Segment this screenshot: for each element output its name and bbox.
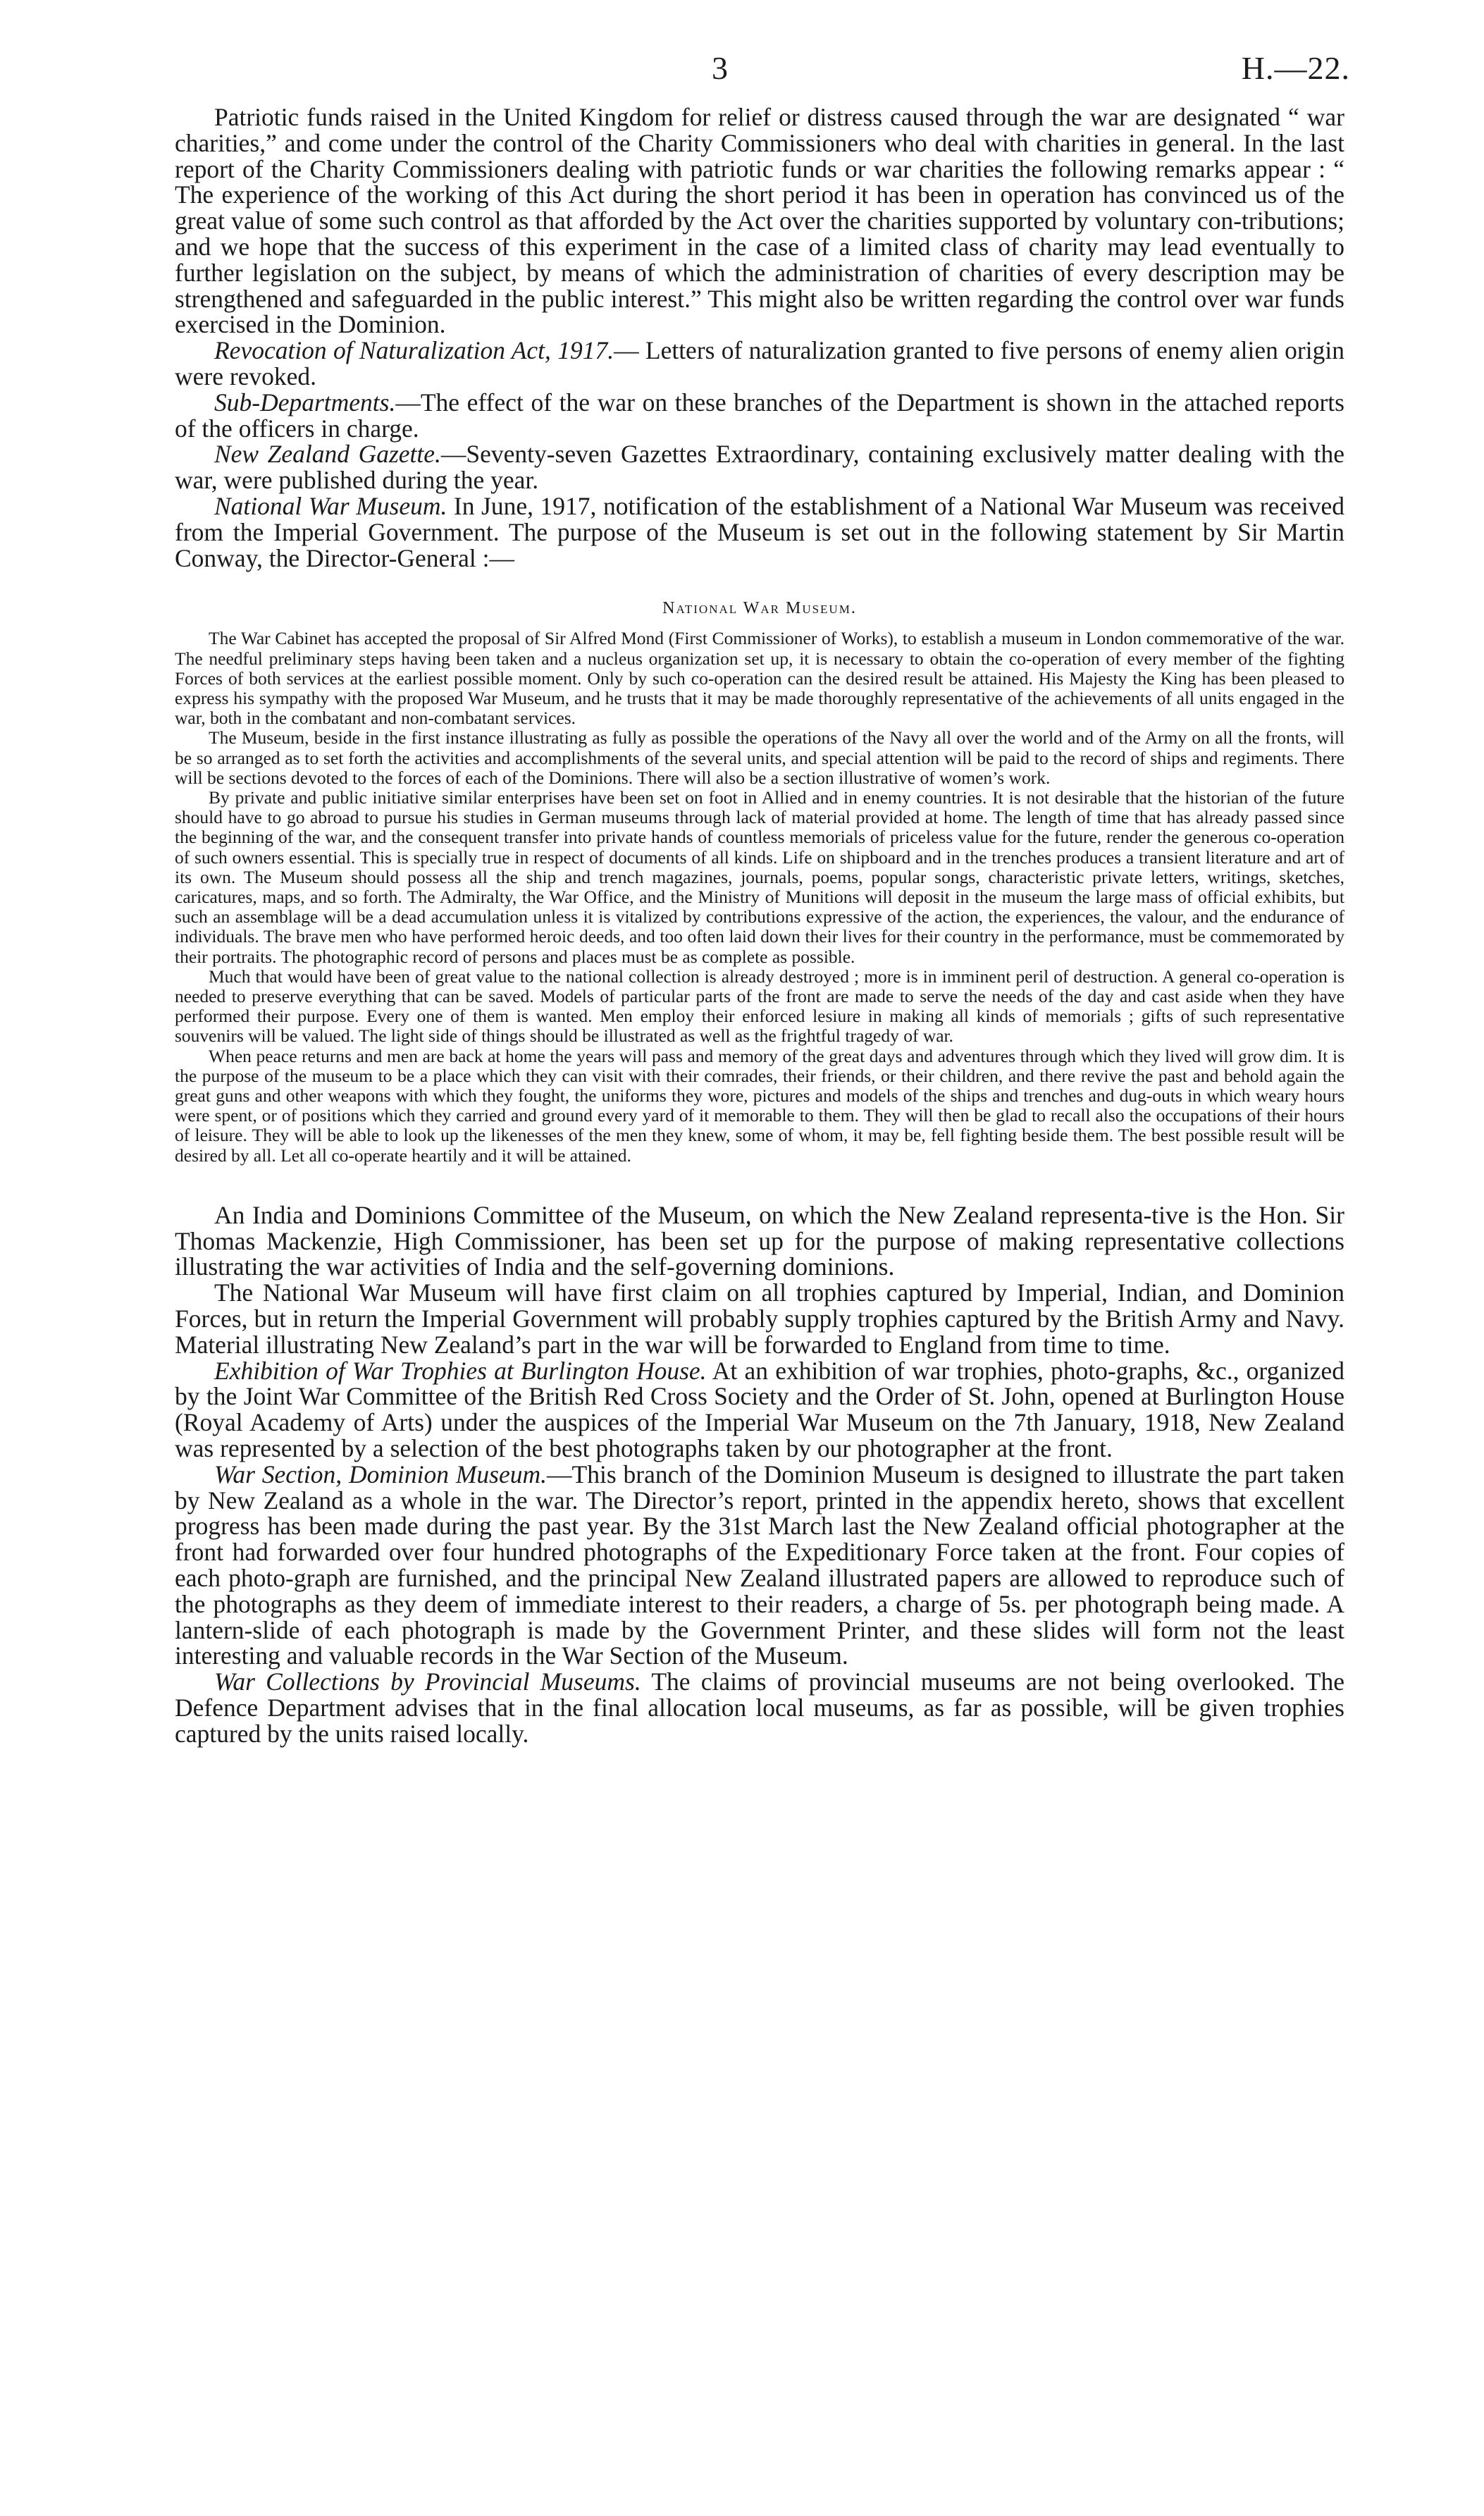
paragraph-gazette: New Zealand Gazette.—Seventy-seven Gazettes Extraordinary, containing exclusively matter dealing with the war, were published during the year.	[175, 440, 1345, 495]
page-header	[0, 49, 1484, 92]
page-body	[175, 104, 1344, 1747]
paragraph-lead: Exhibition of War Trophies at Burlington House.	[214, 1356, 707, 1385]
quote-paragraph: Much that would have been of great value to the national collection is already destroyed ; more is in imminent peril of destruction. A general co-operation is needed to preserve everything that can be saved. Models of particular parts of the front are made to serve the needs of the day and cast aside when they have performed their purpose. Every one of them is wanted. Men employ their enforced lesiure in making all kinds of memorials ; gifts of such representative souvenirs will be valued. The light side of things should be illustrated as well as the frightful tragedy of war.	[175, 966, 1344, 1047]
quote-paragraph: The Museum, beside in the first instance illustrating as fully as possible the operations of the Navy all over the world and of the Army on all the fronts, will be so arranged as to set forth the activities and accomplishments of the several units, and special attention will be paid to the record of ships and regiments. There will be sections devoted to the forces of each of the Dominions. There will also be a section illustrative of women’s work.	[175, 727, 1344, 788]
quote-heading: National War Museum.	[662, 599, 857, 618]
section-gap	[175, 1166, 1344, 1202]
paragraph-provincial-museums: War Collections by Provincial Museums. The claims of provincial museums are not being overlooked. The Defence Department advises that in the final allocation local museums, as far as possible, will be given trophies captured by the units raised locally.	[175, 1667, 1344, 1748]
paragraph-lead: War Section, Dominion Museum.	[214, 1460, 548, 1488]
paragraph-lead: Revocation of Naturalization Act, 1917.	[214, 336, 614, 365]
paragraph-sub-departments: Sub-Departments.—The effect of the war on these branches of the Department is shown in the attached reports of the officers in charge.	[175, 388, 1344, 443]
paragraph-national-war-museum: National War Museum. In June, 1917, notification of the establishment of a National War Museum was received from the Imperial Government. The purpose of the Museum is set out in the following statement by Sir Martin Conway, the Director-General :—	[175, 491, 1344, 572]
paragraph-war-section: War Section, Dominion Museum.—This branch of the Dominion Museum is designed to illustrate the part taken by New Zealand as a whole in the war. The Director’s report, printed in the appendix hereto, shows that excellent progress has been made during the past year. By the 31st March last the New Zealand official photographer at the front had forwarded over four hundred photographs of the Expeditionary Force taken at the front. Four copies of each photo-graph are furnished, and the principal New Zealand illustrated papers are allowed to reproduce such of the photographs as they deem of immediate interest to their readers, a charge of 5s. per photograph being made. A lantern-slide of each photograph is made by the Government Printer, and these slides will form not the least interesting and valuable records in the War Section of the Museum.	[175, 1460, 1344, 1670]
paragraph-war-charities: Patriotic funds raised in the United Kingdom for relief or distress caused through the war are designated “ war charities,” and come under the control of the Charity Commissioners who deal with charities in general. In the last report of the Charity Commissioners dealing with patriotic funds or war charities the following remarks appear : “ The experience of the working of this Act during the short period it has been in operation has convinced us of the great value of some such control as that afforded by the Act over the charities supported by voluntary con-tributions; and we hope that the success of this experiment in the case of a limited class of charity may lead eventually to further legislation on the subject, by means of which the administration of charities of every description may be strengthened and safeguarded in the public interest.” This might also be written regarding the control over war funds exercised in the Dominion.	[175, 103, 1344, 339]
quote-paragraph: When peace returns and men are back at home the years will pass and memory of the great days and adventures through which they lived will grow dim. It is the purpose of the museum to be a place which they can visit with their comrades, their friends, or their children, and there revive the past and behold again the great guns and other weapons with which they fought, the uniforms they wore, pictures and models of the ships and trenches and dug-outs in which weary hours were spent, or of positions which they carried and ground every yard of it memorable to them. They will then be glad to recall also the occupations of their hours of leisure. They will be able to look up the likenesses of the men they knew, some of whom, it may be, fell fighting beside them. The best possible result will be desired by all. Let all co-operate heartily and it will be attained.	[175, 1045, 1344, 1166]
paragraph-trophies-claim: The National War Museum will have first claim on all trophies captured by Imperial, Indian, and Dominion Forces, but in return the Imperial Government will probably supply trophies captured by the British Army and Navy. Material illustrating New Zealand’s part in the war will be forwarded to England from time to time.	[175, 1278, 1344, 1359]
paragraph-lead: Sub-Departments.	[214, 388, 396, 417]
paragraph-lead: New Zealand Gazette.	[214, 440, 441, 469]
paragraph-india-dominions-committee: An India and Dominions Committee of the Museum, on which the New Zealand representa-tive is the Hon. Sir Thomas Mackenzie, High Commissioner, has been set up for the purpose of making representative collections illustrating the war activities of India and the self-governing dominions.	[175, 1200, 1344, 1281]
paragraph-revocation-naturalization: Revocation of Naturalization Act, 1917.— Letters of naturalization granted to five persons of enemy alien origin were revoked.	[175, 336, 1344, 390]
page-number: 3	[712, 50, 728, 86]
document-reference: H.—22.	[1241, 50, 1350, 86]
quote-paragraph: By private and public initiative similar enterprises have been set on foot in Allied and in enemy countries. It is not desirable that the historian of the future should have to go abroad to pursue his studies in German museums through lack of material provided at home. The length of time that has already passed since the beginning of the war, and the consequent transfer into private hands of countless memorials of priceless value for the future, render the generous co-operation of such owners essential. This is specially true in respect of documents of all kinds. Life on shipboard and in the trenches produces a transient literature and art of its own. The Museum should possess all the ship and trench magazines, journals, poems, popular songs, characteristic private letters, writings, sketches, caricatures, maps, and so forth. The Admiralty, the War Office, and the Ministry of Munitions will deposit in the museum the large mass of official exhibits, but such an assemblage will be a dead accumulation unless it is vitalized by contributions expressive of the action, the experiences, the valour, and the endurance of individuals. The brave men who have performed heroic deeds, and too often laid down their lives for their country in the performance, must be commemorated by their portraits. The photographic record of persons and places must be as complete as possible.	[175, 787, 1344, 967]
quote-paragraph: The War Cabinet has accepted the proposal of Sir Alfred Mond (First Commissioner of Works), to establish a museum in London commemorative of the war. The needful preliminary steps having been taken and a nucleus organization set up, it is necessary to obtain the co-operation of every member of the fighting Forces of both services at the earliest possible moment. Only by such co-operation can the desired result be attained. His Majesty the King has been pleased to express his sympathy with the proposed War Museum, and he trusts that it may be made thoroughly representative of the achievements of all units engaged in the war, both in the combatant and non-combatant services.	[175, 628, 1344, 729]
paragraph-burlington-exhibition: Exhibition of War Trophies at Burlington House. At an exhibition of war trophies, photo-graphs, &c., organized by the Joint War Committee of the British Red Cross Society and the Order of St. John, opened at Burlington House (Royal Academy of Arts) under the auspices of the Imperial War Museum on the 7th January, 1918, New Zealand was represented by a selection of the best photographs taken by our photographer at the front.	[175, 1356, 1344, 1462]
paragraph-lead: War Collections by Provincial Museums.	[214, 1667, 641, 1696]
paragraph-lead: National War Museum.	[214, 491, 447, 520]
